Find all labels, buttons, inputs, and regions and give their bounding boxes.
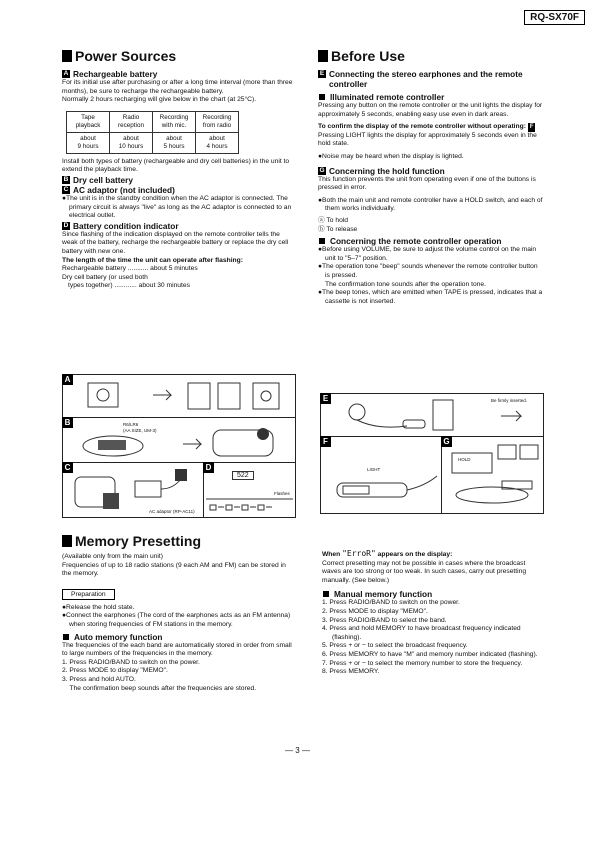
- figure-d-label: D: [203, 462, 214, 473]
- battery-indicator-text: Since flashing of the indication displayed on the remote controller tells the weak of the battery, recharge the rechargeable battery or replace the dry cell battery with new one.: [62, 230, 289, 255]
- table-header-cell: Recording with mic.: [153, 111, 196, 132]
- figure-b-label: B: [62, 417, 73, 428]
- manual-step: 5. Press + or − to select the broadcast frequency.: [322, 642, 468, 650]
- hold-option-b: ⓑ To release: [318, 225, 358, 233]
- page-number: — 3 —: [285, 746, 310, 755]
- remote-bullet-1: ●Before using VOLUME, be sure to adjust the volume control on the main unit to "5–7" position.: [318, 246, 537, 262]
- figure-e-label: E: [320, 393, 331, 404]
- memory-availability: (Available only from the main unit): [62, 553, 163, 560]
- remote-op-heading: Concerning the remote controller operation: [318, 236, 544, 246]
- figure-d-drawing: [204, 463, 295, 517]
- figure-b: [62, 417, 296, 463]
- table-cell: about 10 hours: [110, 132, 153, 153]
- figure-g-label: G: [441, 436, 452, 447]
- heading-block-icon: [62, 50, 72, 62]
- hold-option-a: ⓐ To hold: [318, 216, 348, 224]
- illuminated-heading: Illuminated remote controller: [318, 92, 544, 102]
- hold-text: This function prevents the unit from operating even if one of the buttons is pressed in error.: [318, 175, 536, 192]
- heading-block-icon: [318, 50, 328, 62]
- figure-c-caption: AC adaptor (RP-AC11): [149, 509, 195, 514]
- figure-d-flash-caption: Flashes: [274, 491, 290, 496]
- figure-e-drawing: [321, 394, 543, 436]
- figure-e: [320, 393, 544, 437]
- figure-e-caption: Be firmly inserted.: [491, 398, 528, 403]
- figure-a-drawing: [63, 375, 295, 417]
- power-sources-heading: Power Sources: [62, 48, 294, 64]
- ac-adaptor-heading: C AC adaptor (not included): [63, 184, 175, 195]
- confirm-display-text: Pressing LIGHT lights the display for approximately 5 seconds even in the hold state.: [318, 131, 537, 148]
- dry-cell-time-1: Dry cell battery (or used both: [62, 273, 148, 281]
- before-use-section: [318, 48, 544, 306]
- figure-a: [62, 374, 296, 418]
- auto-step: 3. Press and hold AUTO.: [62, 675, 136, 683]
- manual-step: 3. Press RADIO/BAND to select the band.: [322, 616, 447, 624]
- manual-step: 1. Press RADIO/BAND to switch on the power.: [322, 599, 460, 607]
- figure-b-drawing: [63, 418, 295, 462]
- dry-cell-heading: B Dry cell battery: [63, 174, 133, 185]
- rechargeable-text-1: For its initial use after purchasing or after a long time interval (more than three months), be sure to recharge the rechargeable battery.: [62, 79, 293, 95]
- figure-b-caption-1: R6/LR6: [123, 422, 139, 427]
- error-text: Correct presetting may not be possible in cases where the broadcast waves are too strong or too weak. In such cases, carry out presetting manually. (See below.): [322, 559, 527, 584]
- table-cell: about 9 hours: [67, 132, 110, 153]
- figure-g-caption: HOLD: [458, 457, 471, 462]
- manual-step: 7. Press + or − to select the memory number to store the frequency.: [322, 659, 523, 667]
- figure-c-drawing: [63, 463, 203, 517]
- illuminated-text: Pressing any button on the remote controller or the unit lights the display for approximately 5 seconds, enabling easy use even in dark areas.: [318, 102, 543, 118]
- confirm-display-heading: To confirm the display of the remote controller without operating: F: [318, 123, 534, 131]
- memory-presetting-section: [62, 533, 294, 693]
- prep-bullet-2: ●Connect the earphones (The cord of the earphones acts as an FM antenna) when storing frequencies of FM stations in the memory.: [62, 612, 291, 628]
- figure-b-caption-2: (AA SIZE, UM-3): [123, 428, 157, 433]
- figure-f: [320, 436, 442, 514]
- error-heading: When "ErroR" appears on the display:: [322, 549, 453, 558]
- manual-step: 8. Press MEMORY.: [322, 668, 380, 676]
- ac-adaptor-bullet: ●The unit is in the standby condition when the AC adaptor is connected. The primary circuit is always "live" as long as the AC adaptor is connected to an electrical outlet.: [62, 194, 292, 220]
- model-label: RQ-SX70F: [524, 10, 585, 25]
- figure-c-label: C: [62, 462, 73, 473]
- auto-step-note: The confirmation beep sounds after the frequencies are stored.: [62, 684, 257, 692]
- figure-f-label: F: [320, 436, 331, 447]
- table-header-row: [67, 111, 239, 132]
- remote-bullet-2: ●The operation tone "beep" sounds whenever the remote controller button is pressed.: [318, 263, 538, 279]
- table-header-cell: Tape playback: [67, 111, 110, 132]
- power-sources-section: [62, 48, 294, 291]
- battery-time-table: [66, 111, 239, 154]
- figure-a-label: A: [62, 374, 73, 385]
- auto-memory-heading: Auto memory function: [62, 632, 294, 642]
- auto-memory-text: The frequencies of the each band are automatically stored in order from small to large numbers of the frequencies in the memory.: [62, 641, 292, 658]
- table-row: [67, 132, 239, 153]
- manual-step: 2. Press MODE to display "MEMO".: [322, 607, 428, 615]
- rechargeable-time: Rechargeable battery ........... about 5 minutes: [62, 265, 198, 273]
- figure-d: [203, 462, 296, 518]
- memory-manual-section: [322, 550, 544, 677]
- figure-f-caption: LIGHT: [367, 467, 381, 472]
- table-cell: about 5 hours: [153, 132, 196, 153]
- table-header-cell: Radio reception: [110, 111, 153, 132]
- prep-bullet-1: ●Release the hold state.: [62, 603, 135, 611]
- battery-indicator-heading: D Battery condition indicator: [63, 220, 179, 231]
- rechargeable-text-2: Normally 2 hours recharging will give below in the chart (at 25°C).: [62, 96, 257, 104]
- table-header-cell: Recording from radio: [196, 111, 239, 132]
- hold-heading: G Concerning the hold function: [319, 165, 445, 176]
- install-text: Install both types of battery (rechargeable and dry cell batteries) in the unit to extend the playback time.: [62, 157, 290, 174]
- hold-bullet: ●Both the main unit and remote controller have a HOLD switch, and each of them works individually.: [318, 196, 543, 213]
- figure-g-drawing: [442, 437, 543, 513]
- dry-cell-time-2: types together) ............ about 30 minutes: [68, 282, 190, 290]
- manual-step: 6. Press MEMORY to have "M" and memory number indicated (flashing).: [322, 650, 538, 658]
- noise-bullet: ●Noise may be heard when the display is lighted.: [318, 152, 464, 160]
- connecting-heading: E Connecting the stereo earphones and the remote controller: [319, 69, 523, 89]
- preparation-box: Preparation: [62, 589, 115, 600]
- memory-intro: Frequencies of up to 18 radio stations (9 each AM and FM) can be stored in the memory.: [62, 561, 286, 578]
- figure-g: [441, 436, 544, 514]
- remote-bullet-3: ●The beep tones, which are emitted when TAPE is pressed, indicates that a cassette is not inserted.: [318, 289, 543, 305]
- auto-step: 1. Press RADIO/BAND to switch on the power.: [62, 658, 200, 666]
- figure-f-drawing: [321, 437, 441, 513]
- table-cell: about 4 hours: [196, 132, 239, 153]
- figure-c: [62, 462, 204, 518]
- heading-block-icon: [62, 535, 72, 547]
- manual-step: 4. Press and hold MEMORY to have broadcast frequency indicated (flashing).: [322, 625, 521, 641]
- auto-step: 2. Press MODE to display "MEMO".: [62, 667, 168, 675]
- figure-d-display: 522: [232, 471, 254, 480]
- operate-time-heading: The length of the time the unit can operate after flashing:: [62, 256, 243, 264]
- memory-heading: Memory Presetting: [62, 533, 294, 549]
- before-use-heading: Before Use: [318, 48, 544, 64]
- rechargeable-heading: A Rechargeable battery: [63, 69, 158, 79]
- manual-memory-heading: Manual memory function: [322, 589, 544, 599]
- remote-bullet-2b: The confirmation tone sounds after the operation tone.: [325, 280, 486, 288]
